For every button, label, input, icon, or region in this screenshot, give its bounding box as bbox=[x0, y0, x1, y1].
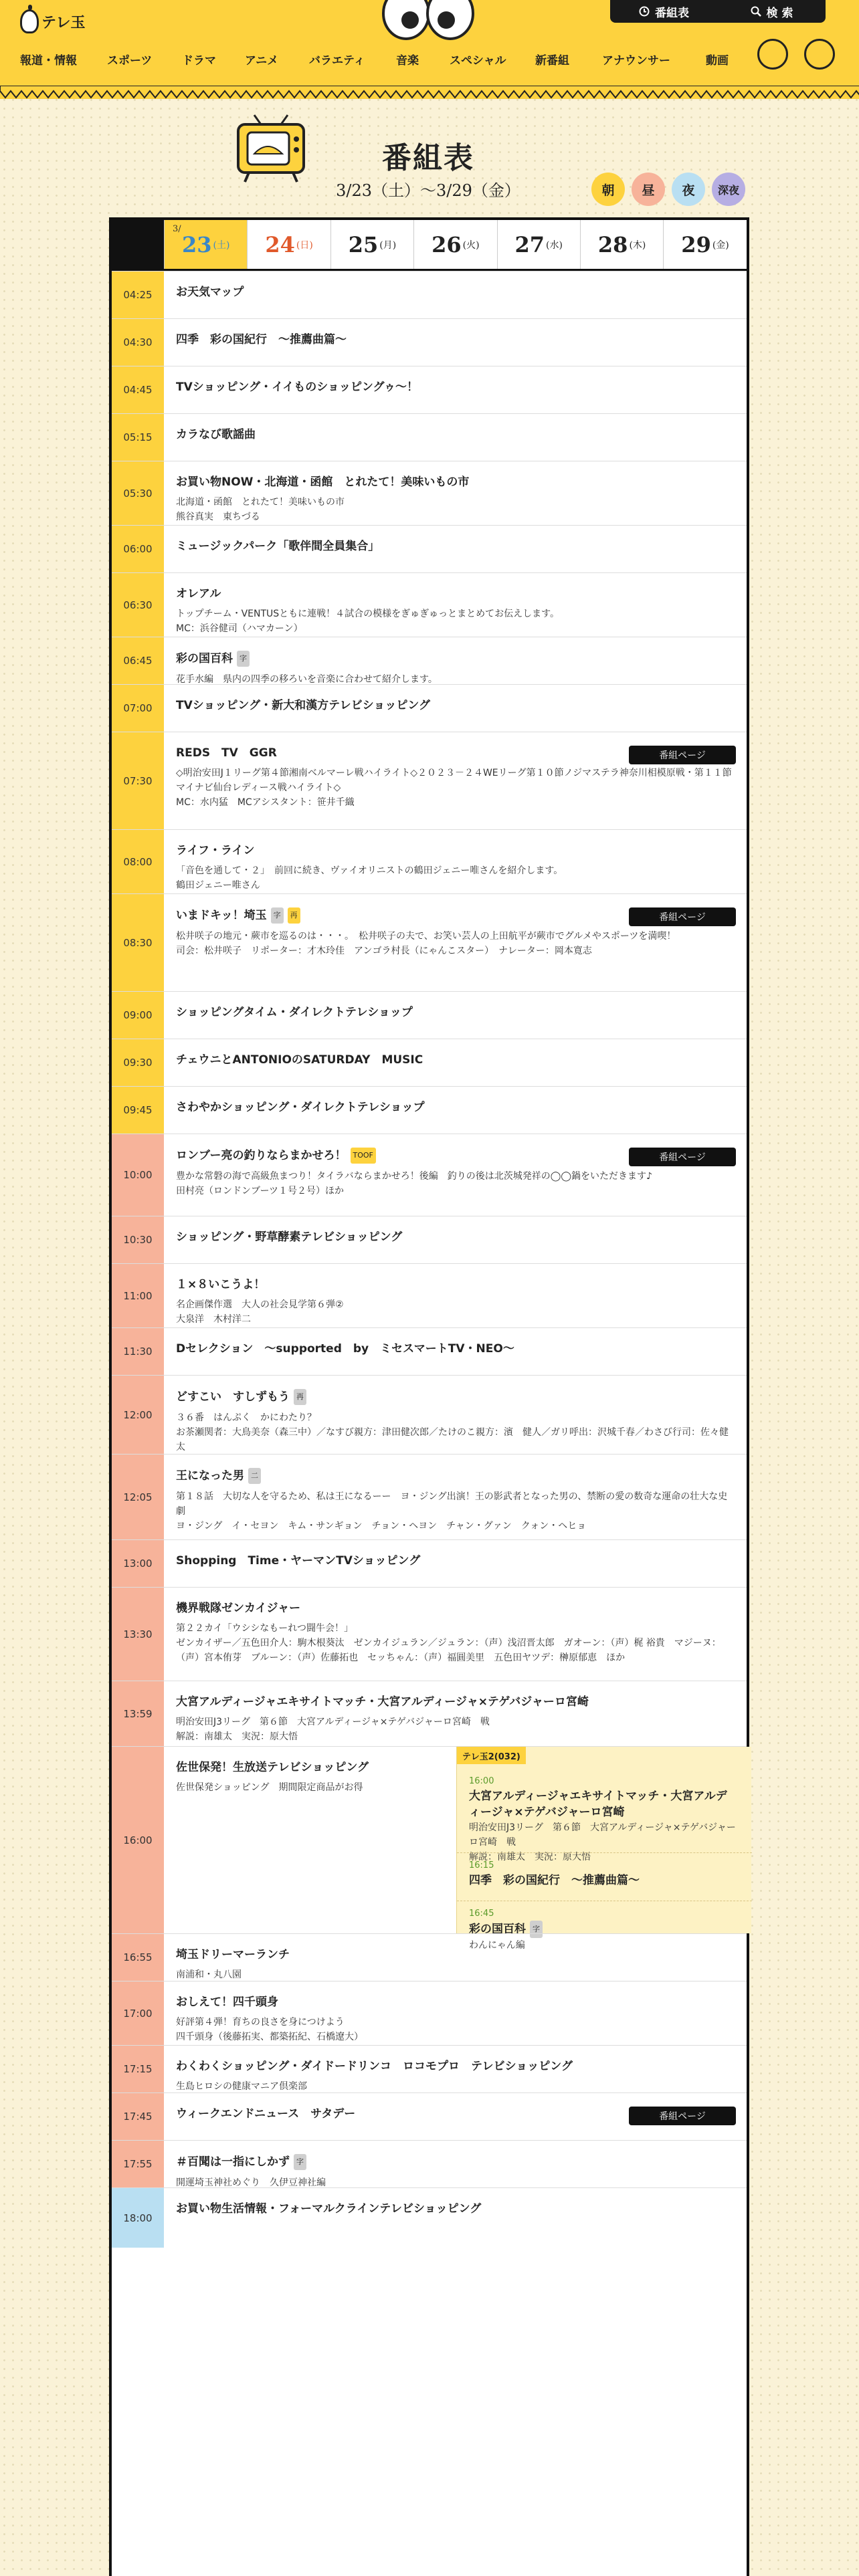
program-cell[interactable] bbox=[164, 637, 747, 684]
program-title[interactable]: TVショッピング・新大和漢方テレビショッピング bbox=[176, 699, 431, 712]
site-header bbox=[0, 0, 859, 99]
program-description: 佐世保発ショッピング 期間限定商品がお得 bbox=[176, 1782, 363, 1793]
program-description: 鶴田ジェニー唯さん bbox=[176, 880, 260, 891]
program-description: 花手水編 県内の四季の移ろいを音楽に合わせて紹介します。 bbox=[176, 674, 438, 685]
program-row bbox=[112, 637, 747, 684]
program-title[interactable]: ミュージックパーク「歌伴間全員集合」 bbox=[176, 540, 380, 553]
program-time: 09:45 bbox=[112, 1087, 164, 1134]
subchannel-time: 16:15 bbox=[469, 1860, 494, 1870]
program-cell[interactable] bbox=[164, 1981, 747, 2045]
program-cell[interactable] bbox=[164, 992, 747, 1039]
schedule-table bbox=[109, 217, 749, 2576]
nav-video[interactable]: 動画 bbox=[706, 54, 729, 68]
program-cell[interactable] bbox=[164, 1087, 747, 1134]
program-time: 06:00 bbox=[112, 526, 164, 572]
program-badge: 字 bbox=[271, 907, 284, 924]
tv-mascot-icon bbox=[234, 112, 308, 186]
day-tab-27[interactable] bbox=[497, 220, 580, 269]
program-row bbox=[112, 1981, 747, 2045]
time-button-night[interactable]: 夜 bbox=[672, 173, 705, 206]
program-cell[interactable] bbox=[164, 461, 747, 525]
program-time: 17:00 bbox=[112, 1981, 164, 2045]
program-row bbox=[112, 2187, 747, 2248]
program-time: 13:59 bbox=[112, 1681, 164, 1746]
program-title[interactable]: ショッピングタイム・ダイレクトテレショップ bbox=[176, 1006, 413, 1019]
subchannel-time: 16:45 bbox=[469, 1909, 494, 1919]
subchannel-panel bbox=[456, 1747, 751, 1951]
program-row bbox=[112, 1933, 747, 1981]
day-tab-25[interactable] bbox=[330, 220, 413, 269]
day-tab-number: 29 bbox=[681, 231, 711, 257]
program-row bbox=[112, 2140, 747, 2187]
subchannel-time: 16:00 bbox=[469, 1776, 494, 1786]
day-tab-weekday: (金) bbox=[712, 239, 729, 251]
program-title[interactable]: 大宮アルディージャエキサイトマッチ・大宮アルディージャ×テゲバジャーロ宮崎 bbox=[176, 1695, 589, 1709]
program-description: 明治安田J3リーグ 第６節 大宮アルディージャ×テゲバジャーロ宮崎 戦 bbox=[176, 1717, 490, 1727]
program-time: 11:30 bbox=[112, 1328, 164, 1375]
program-title[interactable]: 埼玉ドリーマーランチ bbox=[176, 1948, 290, 1961]
program-title[interactable]: 佐世保発！生放送テレビショッピング bbox=[176, 1761, 369, 1774]
program-time: 08:00 bbox=[112, 830, 164, 893]
subchannel-description: 解説：南雄太 実況：原大悟 bbox=[469, 1852, 591, 1862]
program-time: 11:00 bbox=[112, 1264, 164, 1327]
program-title[interactable]: ウィークエンドニュース サタデー bbox=[176, 2107, 356, 2121]
day-tab-number: 28 bbox=[597, 231, 628, 257]
day-tab-weekday: (土) bbox=[213, 239, 230, 251]
program-row bbox=[112, 318, 747, 366]
program-description: 「音色を通して・２」 前回に続き、ヴァイオリニストの鶴田ジェニー唯さんを紹介します。 bbox=[176, 865, 563, 876]
program-cell[interactable] bbox=[164, 1376, 747, 1454]
program-time: 10:30 bbox=[112, 1216, 164, 1263]
time-button-late-night[interactable]: 深夜 bbox=[712, 173, 745, 206]
program-title[interactable]: 四季 彩の国紀行 〜推薦曲篇〜 bbox=[176, 333, 347, 346]
logo-mark-icon bbox=[20, 9, 39, 33]
program-description: 司会：松井咲子 リポーター：才木玲佳 アンゴラ村長（にゃんこスター） ナレーター：岡本寛志 bbox=[176, 946, 592, 956]
header-zigzag bbox=[0, 86, 859, 100]
program-badge: 字 bbox=[294, 2154, 306, 2170]
program-cell[interactable] bbox=[164, 1039, 747, 1086]
program-cell[interactable] bbox=[164, 732, 747, 829]
program-title[interactable]: ライフ・ライン bbox=[176, 844, 255, 857]
search-icon bbox=[751, 6, 761, 17]
program-time: 04:30 bbox=[112, 319, 164, 366]
subchannel-title: 大宮アルディージャエキサイトマッチ・大宮アルディージャ×テゲバジャーロ宮崎 bbox=[469, 1790, 727, 1819]
program-page-button[interactable]: 番組ページ bbox=[629, 907, 736, 926]
nav-music[interactable]: 音楽 bbox=[396, 54, 419, 68]
site-logo[interactable] bbox=[20, 9, 86, 33]
program-title[interactable]: お買い物NOW・北海道・函館 とれたて！美味いもの市 bbox=[176, 475, 470, 489]
app-icon[interactable] bbox=[804, 39, 835, 70]
program-cell[interactable] bbox=[164, 414, 747, 461]
program-description: 北海道・函館 とれたて！美味いもの市 bbox=[176, 497, 345, 508]
program-time: 09:30 bbox=[112, 1039, 164, 1086]
program-title[interactable]: ロンブー亮の釣りならまかせろ！ TOOF bbox=[176, 1148, 736, 1164]
program-title[interactable]: ＃百聞は一指にしかず 字 bbox=[176, 2154, 736, 2170]
program-time: 05:15 bbox=[112, 414, 164, 461]
program-time: 04:45 bbox=[112, 366, 164, 413]
program-description: 豊かな常磐の海で高級魚まつり！タイラバならまかせろ！後編 釣りの後は北茨城発祥の◯◯鍋をいただきます♪ bbox=[176, 1171, 652, 1182]
program-title[interactable]: 王になった男 二 bbox=[176, 1468, 736, 1484]
program-title[interactable]: お買い物生活情報・フォーマルクラインテレビショッピング bbox=[176, 2202, 482, 2216]
program-description: ゼンカイザー／五色田介人：駒木根葵汰 ゼンカイジュラン／ジュラン：（声）浅沼晋太郎 ガオーン：（声）梶 裕貴 マジーヌ：（声）宮本侑芽 ブルーン：（声）佐藤拓也 セッちゃん：（声）福圓美里 五色田ヤツデ：榊原郁恵 ほか bbox=[176, 1638, 721, 1663]
program-cell[interactable] bbox=[164, 2093, 747, 2140]
program-title[interactable]: いまドキッ！埼玉 字 再 bbox=[176, 907, 736, 924]
program-badge: TOOF bbox=[351, 1148, 376, 1164]
program-cell[interactable] bbox=[164, 1588, 747, 1681]
search-link-label: 検 索 bbox=[766, 6, 793, 20]
program-cell[interactable] bbox=[164, 1681, 747, 1746]
day-tab-26[interactable] bbox=[413, 220, 496, 269]
program-cell[interactable] bbox=[164, 830, 747, 893]
program-title[interactable]: 機界戦隊ゼンカイジャー bbox=[176, 1602, 301, 1615]
program-row bbox=[112, 1327, 747, 1375]
program-row bbox=[112, 2045, 747, 2092]
program-description: 解説：南雄太 実況：原大悟 bbox=[176, 1731, 298, 1742]
program-description: 生島ヒロシの健康マニア倶楽部 bbox=[176, 2081, 307, 2092]
program-cell[interactable] bbox=[164, 366, 747, 413]
program-time: 08:30 bbox=[112, 894, 164, 991]
program-row bbox=[112, 1454, 747, 1539]
nav-news[interactable]: 報道・情報 bbox=[20, 54, 77, 68]
day-tab-weekday: (火) bbox=[462, 239, 480, 251]
program-cell[interactable] bbox=[164, 685, 747, 732]
program-badge: 二 bbox=[248, 1468, 261, 1484]
page-title: 番組表 bbox=[382, 141, 474, 175]
subchannel-badge: 字 bbox=[530, 1921, 543, 1938]
program-description: 大泉洋 木村洋二 bbox=[176, 1314, 251, 1325]
subchannel-label: テレ玉2(032) bbox=[457, 1747, 526, 1764]
program-cell[interactable] bbox=[164, 573, 747, 637]
program-description: 第１８話 大切な人を守るため、私は王になるーー ヨ・ジング出演！王の影武者となった男の、禁断の愛の数奇な運命の壮大な史劇 bbox=[176, 1491, 728, 1517]
nav-sports[interactable]: スポーツ bbox=[107, 54, 153, 68]
nav-special[interactable]: スペシャル bbox=[450, 54, 506, 68]
program-page-button[interactable]: 番組ページ bbox=[629, 1148, 736, 1166]
program-title[interactable]: Dセレクション 〜supported by ミセスマートTV・NEO〜 bbox=[176, 1342, 514, 1356]
member-icon[interactable] bbox=[757, 39, 788, 70]
program-page-button[interactable]: 番組ページ bbox=[629, 2107, 736, 2125]
day-tab-23[interactable] bbox=[164, 220, 247, 269]
program-title[interactable]: 彩の国百科 字 bbox=[176, 651, 736, 667]
program-title[interactable]: どすこい すしずもう 再 bbox=[176, 1389, 736, 1405]
day-tab-28[interactable] bbox=[580, 220, 663, 269]
program-description: 名企画傑作選 大人の社会見学第６弾② bbox=[176, 1299, 344, 1310]
day-tab-weekday: (水) bbox=[546, 239, 563, 251]
program-title[interactable]: さわやかショッピング・ダイレクトテレショップ bbox=[176, 1101, 425, 1114]
program-description: 田村亮（ロンドンブーツ１号２号）ほか bbox=[176, 1186, 345, 1196]
program-row bbox=[112, 1681, 747, 1746]
program-row bbox=[112, 732, 747, 829]
subchannel-description: わんにゃん編 bbox=[469, 1940, 525, 1951]
day-tab-number: 26 bbox=[432, 231, 462, 257]
subchannel-program[interactable] bbox=[469, 1859, 737, 1889]
program-time: 16:55 bbox=[112, 1934, 164, 1981]
program-cell[interactable] bbox=[164, 272, 747, 318]
nav-variety[interactable]: バラエティ bbox=[309, 54, 365, 68]
program-title[interactable]: カラなび歌謡曲 bbox=[176, 428, 256, 441]
program-row bbox=[112, 684, 747, 732]
day-tab-weekday: (月) bbox=[379, 239, 397, 251]
program-description: トップチーム・VENTUSともに連戦！４試合の模様をぎゅぎゅっとまとめてお伝えします。 bbox=[176, 609, 560, 619]
program-description: 好評第４弾！育ちの良さを身につけよう bbox=[176, 2017, 345, 2028]
mascot-eyes-icon bbox=[378, 0, 478, 40]
subchannel-divider bbox=[457, 1852, 752, 1853]
day-tab-weekday: (木) bbox=[629, 239, 646, 251]
day-tab-month: 3/ bbox=[173, 224, 181, 234]
day-tab-24[interactable] bbox=[247, 220, 330, 269]
program-time: 16:00 bbox=[112, 1747, 164, 1933]
program-cell[interactable] bbox=[164, 1455, 747, 1539]
program-time: 10:00 bbox=[112, 1134, 164, 1216]
day-tab-number: 25 bbox=[348, 231, 379, 257]
program-cell[interactable] bbox=[164, 1328, 747, 1375]
subchannel-description: 明治安田J3リーグ 第６節 大宮アルディージャ×テゲバジャーロ宮崎 戦 bbox=[469, 1822, 736, 1848]
program-cell[interactable] bbox=[164, 1264, 747, 1327]
day-tab-number: 23 bbox=[181, 231, 212, 257]
program-time: 13:30 bbox=[112, 1588, 164, 1681]
program-description: 熊谷真実 東ちづる bbox=[176, 512, 260, 522]
program-description: ３６番 はんぷく かにわたり？ bbox=[176, 1412, 316, 1423]
global-nav bbox=[0, 51, 859, 71]
nav-announcer[interactable]: アナウンサー bbox=[602, 54, 670, 68]
time-button-day[interactable]: 昼 bbox=[632, 173, 665, 206]
day-tab-29[interactable] bbox=[663, 220, 746, 269]
program-description: MC：浜谷健司（ハマカーン） bbox=[176, 623, 303, 634]
program-row bbox=[112, 1263, 747, 1327]
nav-anime[interactable]: アニメ bbox=[245, 54, 279, 68]
program-time: 04:25 bbox=[112, 272, 164, 318]
program-cell[interactable] bbox=[164, 1216, 747, 1263]
program-cell[interactable] bbox=[164, 319, 747, 366]
program-title[interactable]: TVショッピング・イイものショッピングゥ〜！ bbox=[176, 381, 419, 394]
program-title[interactable]: わくわくショッピング・ダイドードリンコ ロコモプロ テレビショッピング bbox=[176, 2060, 573, 2073]
program-badge: 再 bbox=[294, 1389, 306, 1405]
top-links bbox=[610, 0, 826, 23]
program-row bbox=[112, 893, 747, 991]
program-title[interactable]: ショッピング・野草酵素テレビショッピング bbox=[176, 1230, 403, 1244]
program-description: 四千頭身（後藤拓実、都築拓紀、石橋遼大） bbox=[176, 2032, 363, 2042]
program-row bbox=[112, 1539, 747, 1587]
day-tabs bbox=[112, 220, 747, 271]
program-row bbox=[112, 1216, 747, 1263]
nav-new-programs[interactable]: 新番組 bbox=[535, 54, 569, 68]
program-row bbox=[112, 2092, 747, 2140]
program-cell[interactable] bbox=[164, 526, 747, 572]
program-title[interactable]: １×８いこうよ！ bbox=[176, 1278, 266, 1291]
program-cell[interactable] bbox=[164, 1934, 747, 1981]
program-row bbox=[112, 572, 747, 637]
program-time: 07:30 bbox=[112, 732, 164, 829]
program-description: 南浦和・丸八園 bbox=[176, 1969, 242, 1980]
clock-icon bbox=[639, 6, 650, 17]
program-time: 17:55 bbox=[112, 2141, 164, 2187]
logo-text: テレ玉 bbox=[41, 14, 86, 31]
day-tab-number: 27 bbox=[514, 231, 545, 257]
subchannel-program[interactable] bbox=[469, 1775, 737, 1864]
program-row bbox=[112, 271, 747, 318]
program-time: 09:00 bbox=[112, 992, 164, 1039]
program-time: 12:05 bbox=[112, 1455, 164, 1539]
program-badge: 再 bbox=[288, 907, 300, 924]
subchannel-title: 四季 彩の国紀行 〜推薦曲篇〜 bbox=[469, 1874, 640, 1887]
schedule-link-label: 番組表 bbox=[655, 6, 689, 20]
program-description: 第２２カイ「ウシシなもーれつ闘牛会！」 bbox=[176, 1623, 353, 1634]
program-row bbox=[112, 1587, 747, 1681]
program-title[interactable]: Shopping Time・ヤーマンTVショッピング bbox=[176, 1554, 421, 1568]
program-row bbox=[112, 366, 747, 413]
program-time: 07:00 bbox=[112, 685, 164, 732]
program-description: ◇明治安田J１リーグ第４節湘南ベルマーレ戦ハイライト◇２０２３－２４WEリーグ第１０節ノジマステラ神奈川相模原戦・第１１節マイナビ仙台レディース戦ハイライト◇ bbox=[176, 768, 732, 793]
program-title[interactable]: おしえて！四千頭身 bbox=[176, 1996, 278, 2009]
program-page-button[interactable]: 番組ページ bbox=[629, 746, 736, 764]
program-time: 17:15 bbox=[112, 2046, 164, 2092]
program-cell[interactable] bbox=[164, 1540, 747, 1587]
subchannel-title: 彩の国百科 字 bbox=[469, 1921, 737, 1938]
program-time: 06:45 bbox=[112, 637, 164, 684]
program-time: 13:00 bbox=[112, 1540, 164, 1587]
program-description: 開運埼玉神社めぐり 久伊豆神社編 bbox=[176, 2177, 326, 2188]
program-description: 松井咲子の地元・蕨市を巡るのは・・・。 松井咲子の夫で、お笑い芸人の上田航平が蕨市でグルメやスポーツを満喫！ bbox=[176, 931, 676, 942]
program-cell[interactable] bbox=[164, 2046, 747, 2092]
nav-drama[interactable]: ドラマ bbox=[182, 54, 216, 68]
program-cell[interactable] bbox=[164, 2141, 747, 2187]
day-tab-number: 24 bbox=[265, 231, 295, 257]
program-time: 12:00 bbox=[112, 1376, 164, 1454]
date-range: 3/23（土）〜3/29（金） bbox=[336, 181, 520, 200]
program-time: 17:45 bbox=[112, 2093, 164, 2140]
program-title[interactable]: オレアル bbox=[176, 587, 221, 601]
program-time: 05:30 bbox=[112, 461, 164, 525]
program-row bbox=[112, 1134, 747, 1216]
time-button-morning[interactable]: 朝 bbox=[591, 173, 625, 206]
program-cell[interactable] bbox=[164, 1134, 747, 1216]
program-row bbox=[112, 991, 747, 1039]
program-title[interactable]: REDS TV GGR bbox=[176, 746, 277, 760]
program-row bbox=[112, 413, 747, 461]
program-description: お茶瀬関者：大鳥美奈（森三中）／なすび親方：津田健次郎／たけのこ親方：濱 健人／ガリ呼出：沢城千春／わさび行司：佐々健太 bbox=[176, 1427, 729, 1453]
program-description: MC：水内猛 MCアシスタント：笹井千織 bbox=[176, 797, 355, 808]
program-time: 06:30 bbox=[112, 573, 164, 637]
program-row bbox=[112, 1746, 747, 1951]
program-cell[interactable] bbox=[164, 894, 747, 991]
program-row bbox=[112, 525, 747, 572]
program-badge: 字 bbox=[237, 651, 250, 667]
day-tab-weekday: (日) bbox=[296, 239, 313, 251]
program-row bbox=[112, 829, 747, 893]
program-row bbox=[112, 1086, 747, 1134]
program-title[interactable]: お天気マップ bbox=[176, 286, 244, 299]
program-row bbox=[112, 461, 747, 525]
program-title[interactable]: チェウニとANTONIOのSATURDAY MUSIC bbox=[176, 1053, 423, 1067]
program-row bbox=[112, 1039, 747, 1086]
program-description: ヨ・ジング イ・セヨン キム・サンギョン チョン・ヘヨン チャン・グァン クォン・ヘヒョ bbox=[176, 1521, 587, 1531]
program-time: 18:00 bbox=[112, 2188, 164, 2248]
day-tabs-corner bbox=[112, 220, 164, 269]
program-cell[interactable] bbox=[164, 2188, 747, 2248]
schedule-link[interactable] bbox=[610, 3, 718, 20]
search-link[interactable] bbox=[718, 3, 826, 20]
program-row bbox=[112, 1375, 747, 1454]
